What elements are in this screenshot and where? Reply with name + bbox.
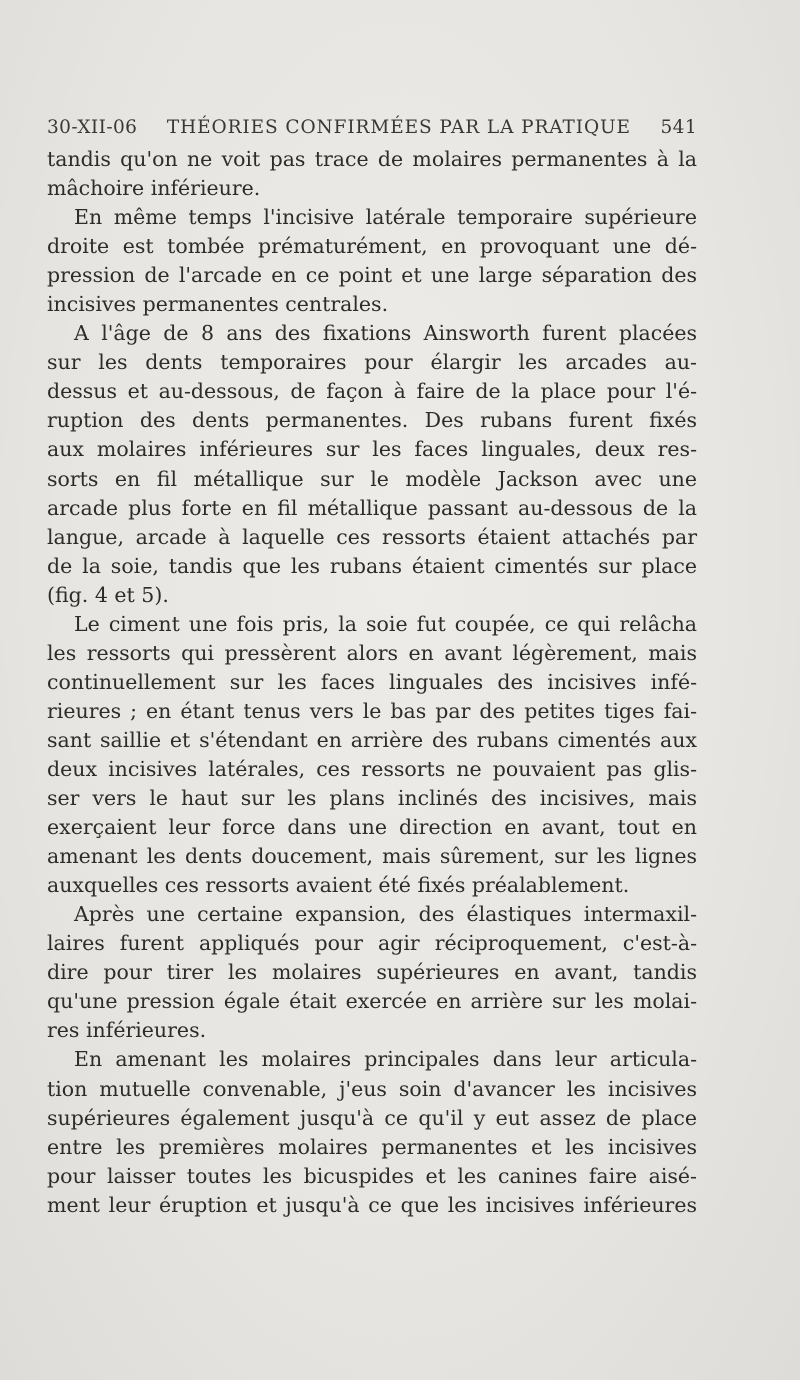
text-line: aux molaires inférieures sur les faces linguales, deux res- xyxy=(47,437,697,462)
text-line: En même temps l'incisive latérale temporaire supérieure xyxy=(74,205,697,230)
text-line: langue, arcade à laquelle ces ressorts étaient attachés par xyxy=(47,524,697,549)
text-line: A l'âge de 8 ans des fixations Ainsworth furent placées xyxy=(74,321,697,346)
text-line: res inférieures. xyxy=(47,1018,207,1043)
text-line: arcade plus forte en fil métallique passant au-dessous de la xyxy=(47,495,697,520)
text-line: tandis qu'on ne voit pas trace de molaires permanentes à la xyxy=(47,147,697,171)
text-line: tion mutuelle convenable, j'eus soin d'avancer les incisives xyxy=(47,1076,697,1101)
text-line: de la soie, tandis que les rubans étaient cimentés sur place xyxy=(47,553,697,578)
text-line: sorts en fil métallique sur le modèle Jackson avec une xyxy=(47,466,697,491)
text-line: les ressorts qui pressèrent alors en avant légèrement, mais xyxy=(47,640,697,665)
text-line: ment leur éruption et jusqu'à ce que les incisives inférieures xyxy=(47,1192,697,1217)
text-line: qu'une pression égale était exercée en arrière sur les molai- xyxy=(47,989,697,1014)
text-line: deux incisives latérales, ces ressorts ne pouvaient pas glis- xyxy=(47,756,697,781)
text-line: (fig. 4 et 5). xyxy=(47,582,169,607)
text-line: En amenant les molaires principales dans leur articula- xyxy=(74,1047,697,1072)
text-line: pression de l'arcade en ce point et une large séparation des xyxy=(47,263,697,288)
text-line: rieures ; en étant tenus vers le bas par des petites tiges fai- xyxy=(47,698,697,723)
text-line: sant saillie et s'étendant en arrière des rubans cimentés aux xyxy=(47,727,697,752)
text-line: pour laisser toutes les bicuspides et les canines faire aisé- xyxy=(47,1163,697,1188)
text-line: dessus et au-dessous, de façon à faire de la place pour l'é- xyxy=(47,379,697,404)
text-line: incisives permanentes centrales. xyxy=(47,292,389,317)
text-line: entre les premières molaires permanentes et les incisives xyxy=(47,1134,697,1159)
body-text xyxy=(47,145,697,1220)
text-line: sur les dents temporaires pour élargir les arcades au- xyxy=(47,350,697,375)
text-line: supérieures également jusqu'à ce qu'il y eut assez de place xyxy=(47,1105,697,1130)
header-date: 30-XII-06 xyxy=(47,117,138,138)
text-line: droite est tombée prématurément, en provoquant une dé- xyxy=(47,234,697,259)
text-line: dire pour tirer les molaires supérieures en avant, tandis xyxy=(47,960,697,985)
text-line: ser vers le haut sur les plans inclinés des incisives, mais xyxy=(47,786,697,811)
text-line: auxquelles ces ressorts avaient été fixés préalablement. xyxy=(47,873,630,898)
text-line: Après une certaine expansion, des élastiques intermaxil- xyxy=(74,902,697,927)
text-line: continuellement sur les faces linguales des incisives infé- xyxy=(47,669,697,694)
running-header xyxy=(47,117,697,145)
text-line: ruption des dents permanentes. Des rubans furent fixés xyxy=(47,408,697,433)
text-line: amenant les dents doucement, mais sûrement, sur les lignes xyxy=(47,844,697,869)
page-number: 541 xyxy=(660,117,697,138)
text-line: exerçaient leur force dans une direction en avant, tout en xyxy=(47,815,697,840)
text-line: Le ciment une fois pris, la soie fut coupée, ce qui relâcha xyxy=(74,611,697,636)
text-line: mâchoire inférieure. xyxy=(47,176,261,201)
text-line: laires furent appliqués pour agir réciproquement, c'est-à- xyxy=(47,931,697,956)
header-title: THÉORIES CONFIRMÉES PAR LA PRATIQUE xyxy=(166,117,631,138)
